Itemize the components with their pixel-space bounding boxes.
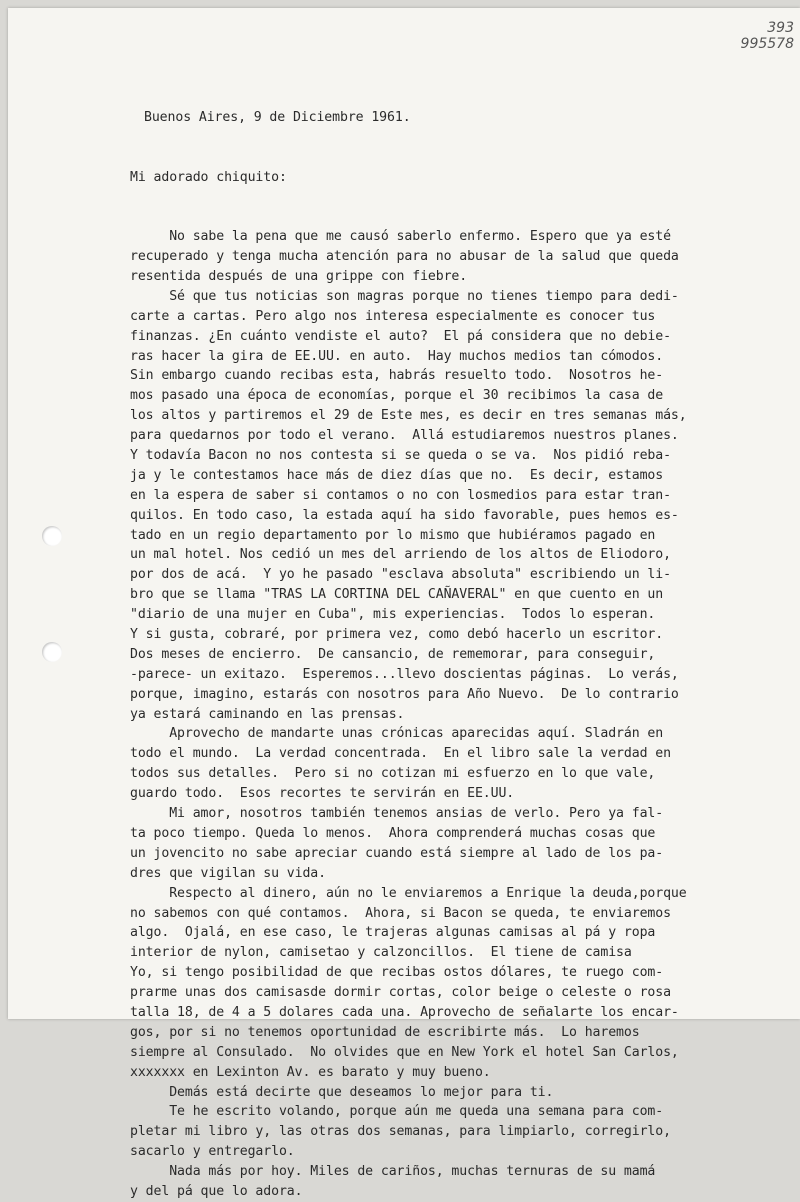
letter-line: Sé que tus noticias son magras porque no tienes tiempo para dedi- <box>130 288 679 304</box>
letter-line: talla 18, de 4 a 5 dolares cada una. Aprovecho de señalarte los encar- <box>130 1004 679 1020</box>
punch-hole <box>42 642 62 662</box>
letter-line: Sin embargo cuando recibas esta, habrás resuelto todo. Nosotros he- <box>130 368 664 384</box>
letter-line: carte a cartas. Pero algo nos interesa especialmente es conocer tus <box>130 308 656 324</box>
letter-line: mos pasado una época de economías, porque el 30 recibimos la casa de <box>130 388 664 404</box>
letter-line: recuperado y tenga mucha atención para no abusar de la salud que queda <box>130 249 679 265</box>
letter-line: en la espera de saber si contamos o no con losmedios para estar tran- <box>130 487 671 503</box>
archive-ref-code: 995578 <box>740 36 794 52</box>
letter-body <box>130 68 790 1202</box>
letter-line: resentida después de una grippe con fiebre. <box>130 269 468 284</box>
letter-line: por dos de acá. Y yo he pasado "esclava absoluta" escribiendo un li- <box>130 567 671 583</box>
letter-line: Yo, si tengo posibilidad de que recibas ostos dólares, te ruego com- <box>130 965 664 981</box>
letter-line: xxxxxxx en Lexinton Av. es barato y muy bueno. <box>130 1064 491 1080</box>
letter-line: sacarlo y entregarlo. <box>130 1144 295 1160</box>
letter-line: Respecto al dinero, aún no le enviaremos a Enrique la deuda,porque <box>130 885 687 901</box>
letter-line: dres que vigilan su vida. <box>130 865 326 881</box>
letter-line: Mi amor, nosotros también tenemos ansias de verlo. Pero ya fal- <box>130 806 664 822</box>
letter-line: un jovencito no sabe apreciar cuando está siempre al lado de los pa- <box>130 845 664 861</box>
letter-line: algo. Ojalá, en ese caso, le trajeras algunas camisas al pá y ropa <box>130 925 656 941</box>
letter-line: y del pá que lo adora. <box>130 1183 303 1199</box>
letter-line: Te he escrito volando, porque aún me queda una semana para com- <box>130 1104 664 1120</box>
letter-line: todos sus detalles. Pero si no cotizan mi esfuerzo en lo que vale, <box>130 766 656 782</box>
letter-line: -parece- un exitazo. Esperemos...llevo doscientas páginas. Lo verás, <box>130 666 679 682</box>
letter-line: pletar mi libro y, las otras dos semanas, para limpiarlo, corregirlo, <box>130 1124 671 1140</box>
letter-line: guardo todo. Esos recortes te servirán en EE.UU. <box>130 786 515 802</box>
letter-line: "diario de una mujer en Cuba", mis experiencias. Todos lo esperan. <box>130 607 656 623</box>
letter-line: los altos y partiremos el 29 de Este mes, es decir en tres semanas más, <box>130 408 687 424</box>
letter-line: todo el mundo. La verdad concentrada. En el libro sale la verdad en <box>130 746 671 762</box>
letter-line: porque, imagino, estarás con nosotros para Año Nuevo. De lo contrario <box>130 686 679 702</box>
letter-date: Buenos Aires, 9 de Diciembre 1961. <box>144 109 411 125</box>
letter-line: Nada más por hoy. Miles de cariños, muchas ternuras de su mamá <box>130 1164 656 1180</box>
letter-line: un mal hotel. Nos cedió un mes del arriendo de los altos de Eliodoro, <box>130 547 671 563</box>
letter-line: ya estará caminando en las prensas. <box>130 706 405 722</box>
letter-line: ja y le contestamos hace más de diez días que no. Es decir, estamos <box>130 467 664 483</box>
letter-line: No sabe la pena que me causó saberlo enfermo. Espero que ya esté <box>130 229 671 245</box>
letter-line: siempre al Consulado. No olvides que en New York el hotel San Carlos, <box>130 1044 679 1060</box>
letter-line: ras hacer la gira de EE.UU. en auto. Hay muchos medios tan cómodos. <box>130 348 664 364</box>
letter-line: bro que se llama "TRAS LA CORTINA DEL CAÑAVERAL" en que cuento en un <box>130 587 664 603</box>
letter-page <box>8 8 800 1199</box>
letter-line: interior de nylon, camisetao y calzoncillos. El tiene de camisa <box>130 945 632 961</box>
letter-line: Y si gusta, cobraré, por primera vez, como debó hacerlo un escritor. <box>130 627 664 643</box>
punch-hole <box>42 526 62 546</box>
letter-salutation: Mi adorado chiquito: <box>130 169 287 185</box>
letter-line: finanzas. ¿En cuánto vendiste el auto? El pá considera que no debie- <box>130 328 671 344</box>
letter-line: tado en un regio departamento por lo mismo que hubiéramos pagado en <box>130 527 656 543</box>
archive-ref-number: 393 <box>767 20 794 36</box>
letter-line: Demás está decirte que deseamos lo mejor para ti. <box>130 1084 554 1100</box>
letter-line: ta poco tiempo. Queda lo menos. Ahora comprenderá muchas cosas que <box>130 825 656 841</box>
letter-line: gos, por si no tenemos oportunidad de escribirte más. Lo haremos <box>130 1024 640 1040</box>
letter-line: Dos meses de encierro. De cansancio, de rememorar, para conseguir, <box>130 646 656 662</box>
letter-line: quilos. En todo caso, la estada aquí ha sido favorable, pues hemos es- <box>130 507 679 523</box>
letter-line: Aprovecho de mandarte unas crónicas aparecidas aquí. Sladrán en <box>130 726 664 742</box>
letter-line: prarme unas dos camisasde dormir cortas, color beige o celeste o rosa <box>130 985 671 1001</box>
letter-line: Y todavía Bacon no nos contesta si se queda o se va. Nos pidió reba- <box>130 448 671 464</box>
letter-line: no sabemos con qué contamos. Ahora, si Bacon se queda, te enviaremos <box>130 905 671 921</box>
letter-line: para quedarnos por todo el verano. Allá estudiaremos nuestros planes. <box>130 428 679 444</box>
archive-reference <box>741 20 794 52</box>
